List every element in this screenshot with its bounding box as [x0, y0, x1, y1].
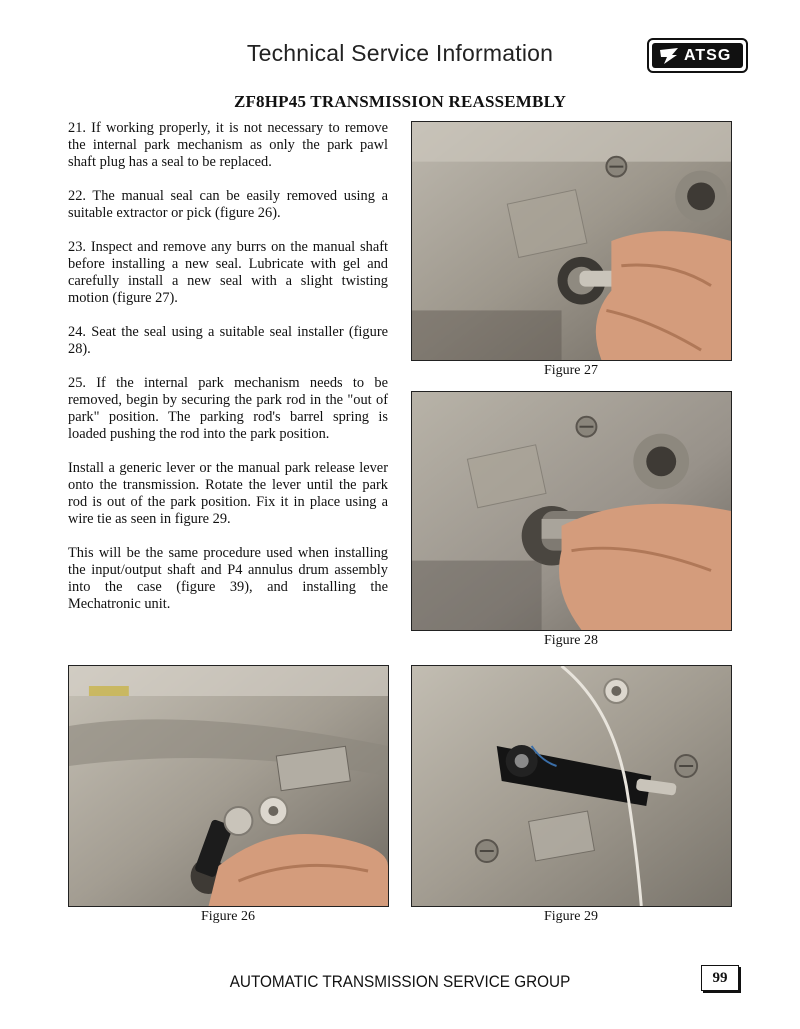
figure-26-photo	[68, 665, 389, 907]
step-23-paragraph: 23. Inspect and remove any burrs on the manual shaft before installing a new seal. Lubricate with gel and carefully install a new seal with a slight twisting motion (figure 27).	[68, 239, 388, 306]
lever-instruction-paragraph: Install a generic lever or the manual park release lever onto the transmission. Rotate the lever until the park rod is out of the park position. Fix it in place using a wire tie as seen in figure 29.	[68, 460, 388, 527]
step-21-paragraph: 21. If working properly, it is not necessary to remove the internal park mechanism as only the park pawl shaft plug has a seal to be replaced.	[68, 120, 388, 170]
figure-27-caption: Figure 27	[543, 363, 599, 378]
step-25-paragraph: 25. If the internal park mechanism needs to be removed, begin by securing the park rod in the "out of park" position. The parking rod's barrel spring is loaded pushing the rod into the park position.	[68, 375, 388, 442]
step-22-paragraph: 22. The manual seal can be easily removed using a suitable extractor or pick (figure 26).	[68, 188, 388, 221]
figure-28-photo	[411, 391, 732, 631]
figure-29-caption: Figure 29	[543, 909, 599, 924]
figure-29-photo	[411, 665, 732, 907]
figure-26-caption: Figure 26	[200, 909, 256, 924]
section-title: ZF8HP45 TRANSMISSION REASSEMBLY	[233, 92, 567, 111]
atsg-logo	[647, 38, 748, 73]
logo-emblem-icon	[658, 47, 680, 65]
logo-text: ATSG	[684, 46, 732, 64]
document-header-title: Technical Service Information	[246, 40, 554, 66]
procedure-note-paragraph: This will be the same procedure used when installing the input/output shaft and P4 annulus drum assembly into the case (figure 39), and installing the Mechatronic unit.	[68, 545, 388, 612]
step-24-paragraph: 24. Seat the seal using a suitable seal installer (figure 28).	[68, 324, 388, 357]
figure-27-photo	[411, 121, 732, 361]
figure-28-caption: Figure 28	[543, 633, 599, 648]
page-number-box: 99	[701, 965, 739, 991]
footer-organization-name: AUTOMATIC TRANSMISSION SERVICE GROUP	[229, 972, 571, 991]
procedure-text	[68, 120, 388, 630]
